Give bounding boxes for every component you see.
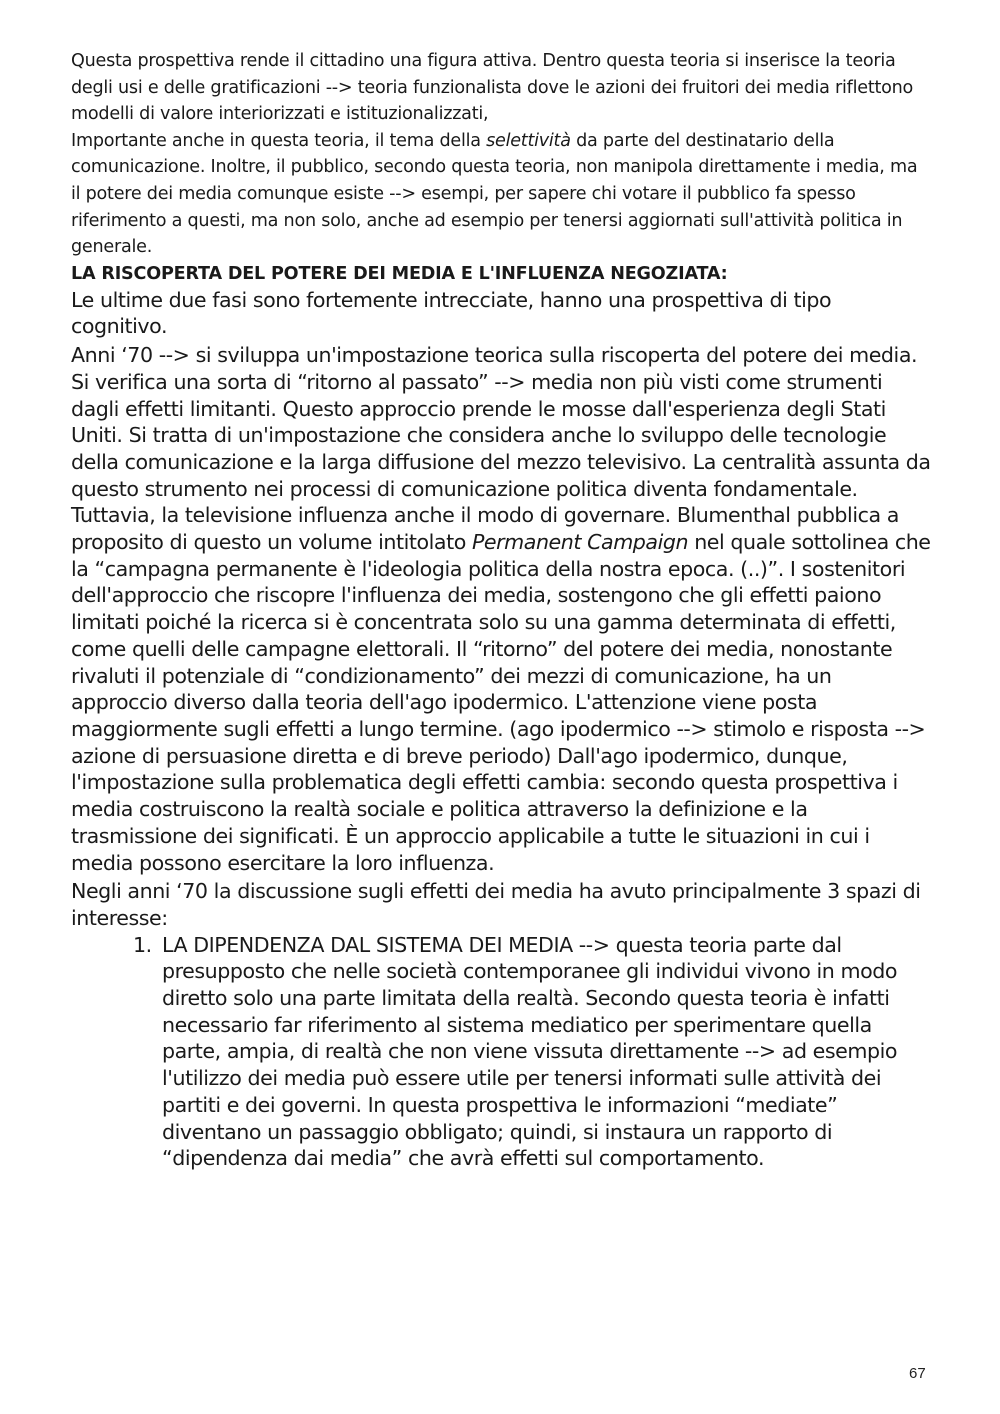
paragraph-anni-70 (71, 342, 931, 876)
list-item-text: LA DIPENDENZA DAL SISTEMA DEI MEDIA --> questa teoria parte dal presupposto che nelle società contemporanee gli individui vivono in modo diretto solo una parte limitata della realtà. Secondo questa teoria è infatti necessario far riferimento al sistema mediatico per sperimentare quella parte, ampia, di realtà che non viene vissuta direttamente --> ad esempio l'utilizzo dei media può essere utile per tenersi informati sulle attività dei partiti e dei governi. In questa prospettiva le informazioni “mediate” diventano un passaggio obbligato; quindi, si instaura un rapporto di “dipendenza dai media” che avrà effetti sul comportamento. (162, 932, 898, 1171)
paragraph-text: Importante anche in questa teoria, il tema della (71, 130, 487, 151)
paragraph-usi-gratificazioni (71, 48, 931, 128)
emphasis-text: selettività (486, 130, 571, 151)
paragraph-text: da parte del destinatario della comunicazione. Inoltre, il pubblico, secondo questa teoria, non manipola direttamente i media, ma il potere dei media comunque esiste --> esempi, per sapere chi votare il pubblico fa spesso riferimento a questi, ma non solo, anche ad esempio per tenersi aggiornati sull'attività politica in generale. (71, 130, 918, 258)
paragraph-text: nel quale sottolinea che la “campagna permanente è l'ideologia politica della nostra epoca. (..)”. I sostenitori dell'approccio che riscopre l'influenza dei media, sostengono che gli effetti paiono limitati poiché la ricerca si è concentrata solo su una gamma determinata di effetti, come quelli delle campagne elettorali. Il “ritorno” del potere dei media, nonostante rivaluti il potenziale di “condizionamento” dei mezzi di comunicazione, ha un approccio diverso dalla teoria dell'ago ipodermico. L'attenzione viene posta maggiormente sugli effetti a lungo termine. (ago ipodermico --> stimolo e risposta --> azione di persuasione diretta e di breve periodo) Dall'ago ipodermico, dunque, l'impostazione sulla problematica degli effetti cambia: secondo questa prospettiva i media costruiscono la realtà sociale e politica attraverso la definizione e la trasmissione dei significati. È un approccio applicabile a tutte le situazioni in cui i media possono esercitare la loro influenza. (71, 530, 931, 875)
paragraph-selettivita (71, 128, 931, 261)
paragraph-fasi: Le ultime due fasi sono fortemente intrecciate, hanno una prospettiva di tipo cognitivo. (71, 287, 832, 339)
page-content (71, 48, 931, 1172)
section-heading: LA RISCOPERTA DEL POTERE DEI MEDIA E L'INFLUENZA NEGOZIATA: (71, 263, 728, 284)
page-number: 67 (909, 1365, 926, 1382)
numbered-list (71, 932, 931, 1172)
paragraph-text: Questa prospettiva rende il cittadino una figura attiva. Dentro questa teoria si inserisce la teoria degli usi e delle gratificazioni --> teoria funzionalista dove le azioni dei fruitori dei media riflettono modelli di valore interiorizzati e istituzionalizzati, (71, 51, 914, 125)
paragraph-text: Anni ‘70 --> si sviluppa un'impostazione teorica sulla riscoperta del potere dei media. Si verifica una sorta di “ritorno al passato” --> media non più visti come strumenti dagli effetti limitanti. Questo approccio prende le mosse dall'esperienza degli Stati Uniti. Si tratta di un'impostazione che considera anche lo sviluppo delle tecnologie della comunicazione e la larga diffusione del mezzo televisivo. La centralità assunta da questo strumento nei processi di comunicazione politica diventa fondamentale. Tuttavia, la televisione influenza anche il modo di governare. Blumenthal pubblica a proposito di questo un volume intitolato (71, 343, 931, 555)
paragraph-spazi-interesse: Negli anni ‘70 la discussione sugli effetti dei media ha avuto principalmente 3 spazi di interesse: (71, 879, 921, 930)
list-item (71, 932, 931, 1172)
list-number: 1. (133, 932, 152, 957)
book-title: Permanent Campaign (471, 530, 689, 555)
